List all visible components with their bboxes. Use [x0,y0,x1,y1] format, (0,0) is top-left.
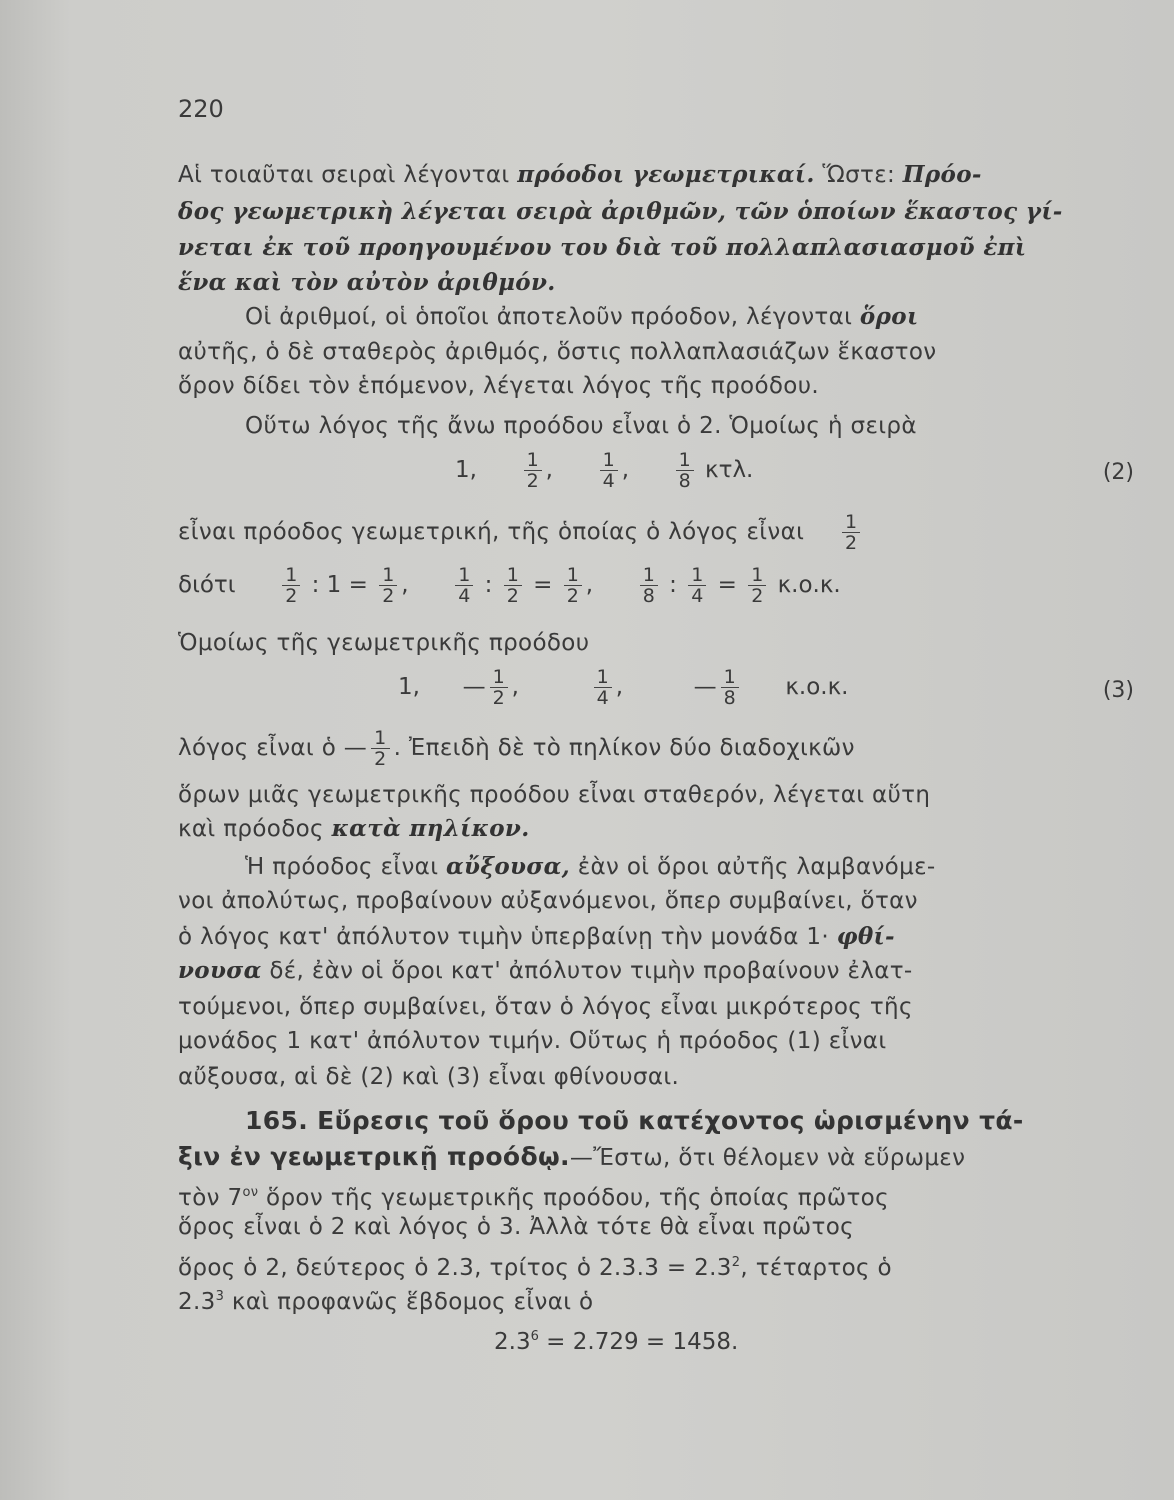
p1-line-3: νεται ἐκ τοῦ προηγουμένου του διὰ τοῦ πολλαπλασιασμοῦ ἐπὶ [178,234,1027,261]
p6-line-3 [178,814,1144,844]
fraction: $\frac{1}{4}$ [600,450,618,491]
text: Ὥστε: [814,162,903,188]
emphasis-term: ὅροι [859,303,919,330]
fraction: $\frac{1}{2}$ [371,728,389,769]
term: 1, [455,457,477,483]
fraction: $\frac{1}{8}$ [721,667,739,708]
s165-line-2 [178,1142,1144,1173]
page-number: 220 [178,95,224,123]
fraction: $\frac{1}{2}$ [564,565,582,606]
p6-line-1 [178,728,1144,769]
text: διότι [178,572,236,598]
text: εἶναι πρόοδος γεωμετρική, τῆς ὁποίας ὁ λόγος εἶναι [178,519,805,545]
emphasis-term: νουσα [178,957,262,984]
p7-line-1 [245,852,1144,882]
fraction: $\frac{1}{2}$ [504,565,522,606]
emphasis-term: κατὰ πηλίκον. [331,815,530,842]
p6-line-2: ὅρων μιᾶς γεωμετρικῆς προόδου εἶναι σταθερόν, λέγεται αὕτη [178,782,931,808]
text: κ.ο.κ. [785,674,849,700]
text: Οἱ ἀριθμοί, οἱ ὁποῖοι ἀποτελοῦν πρόοδον, λέγονται [245,304,860,330]
text: : [484,572,493,598]
p4-line-1 [178,512,1144,553]
p2-line-2: αὐτῆς, ὁ δὲ σταθερὸς ἀριθμός, ὅστις πολλαπλασιάζων ἕκαστον [178,339,937,365]
s165-line-5: ὅρος ὁ 2, δεύτερος ὁ 2.3, τρίτος ὁ $2.3.3 = 2.3^2$, τέταρτος ὁ [178,1255,892,1281]
p7-line-2: νοι ἀπολύτως, προβαίνουν αὐξανόμενοι, ὅπερ συμβαίνει, ὅταν [178,888,918,914]
p7-line-4 [178,956,1144,986]
p7-line-3 [178,922,1144,952]
p2-line-1 [245,302,1144,332]
final-equation: $2.3^6 = 2.729 = 1458$. [494,1329,739,1355]
text: —Ἔστω, ὅτι θέλομεν νὰ εὕρωμεν [569,1145,966,1171]
text: = [533,572,553,598]
fraction: $\frac{1}{2}$ [490,667,508,708]
p5-line-1: Ὁμοίως τῆς γεωμετρικῆς προόδου [178,630,590,656]
text: Ἡ πρόοδος εἶναι [245,854,446,880]
series-3: 1, — $\frac{1}{2}$ , $\frac{1}{4}$ , — $\frac{1}{8}$ κ.ο.κ. [398,666,849,709]
fraction: $\frac{1}{4}$ [688,565,706,606]
equation-number-3: (3) [1102,678,1134,703]
p7-line-5: τούμενοι, ὅπερ συμβαίνει, ὅταν ὁ λόγος εἶναι μικρότερος τῆς [178,994,913,1020]
text: : 1 = [311,572,368,598]
p1-line-4: ἕνα καὶ τὸν αὐτὸν ἀριθμόν. [178,269,556,296]
term: 1, [398,674,420,700]
s165-line-4: ὅρος εἶναι ὁ 2 καὶ λόγος ὁ 3. Ἀλλὰ τότε θὰ εἶναι πρῶτος [178,1214,854,1240]
section-165-heading: 165. Εὕρεσις τοῦ ὅρου τοῦ κατέχοντος ὡρισμένην τά- [245,1106,1024,1135]
emphasis-term: αὔξουσα, [446,853,571,880]
fraction: $\frac{1}{2}$ [842,512,860,553]
fraction: $\frac{1}{8}$ [676,450,694,491]
text: ὁ λόγος κατ' ἀπόλυτον τιμὴν ὑπερβαίνῃ τὴν μονάδα 1· [178,924,837,950]
emphasis-term: φθί- [836,923,895,950]
text: κ.ο.κ. [777,572,841,598]
p7-line-7: αὔξουσα, αἱ δὲ (2) καὶ (3) εἶναι φθίνουσαι. [178,1064,680,1090]
p1-line-2: δος γεωμετρικὴ λέγεται σειρὰ ἀριθμῶν, τῶν ὁποίων ἕκαστος γί- [178,198,1063,225]
text: . Ἐπειδὴ δὲ τὸ πηλίκον δύο διαδοχικῶν [393,735,855,761]
p2-line-3: ὅρον δίδει τὸν ἑπόμενον, λέγεται λόγος τῆς προόδου. [178,373,820,399]
fraction: $\frac{1}{4}$ [455,565,473,606]
p3-line-1: Οὕτω λόγος τῆς ἄνω προόδου εἶναι ὁ 2. Ὁμοίως ἡ σειρὰ [245,413,917,439]
p1-line-1 [178,160,1144,190]
p7-line-6: μονάδος 1 κατ' ἀπόλυτον τιμήν. Οὕτως ἡ πρόοδος (1) εἶναι [178,1028,887,1054]
emphasis-term: Πρόο- [902,161,982,188]
section-heading-text: ξιν ἐν γεωμετρικῇ προόδῳ. [178,1142,570,1171]
text: Αἱ τοιαῦται σειραὶ λέγονται [178,162,518,188]
fraction: $\frac{1}{2}$ [524,450,542,491]
text: καὶ πρόοδος [178,816,332,842]
text: ἐὰν οἱ ὅροι αὐτῆς λαμβανόμε- [570,854,936,880]
fraction: $\frac{1}{2}$ [282,565,300,606]
text: λόγος εἶναι ὁ — [178,735,368,761]
s165-line-6: $2.3^3$ καὶ προφανῶς ἕβδομος εἶναι ὁ [178,1289,594,1315]
text: δέ, ἐὰν οἱ ὅροι κατ' ἀπόλυτον τιμὴν προβαίνουν ἐλατ- [261,958,913,984]
text: : [669,572,677,598]
fraction: $\frac{1}{8}$ [640,565,658,606]
fraction: $\frac{1}{2}$ [379,565,397,606]
text: κτλ. [705,457,754,483]
s165-line-3: τὸν $7^{o\nu}$ ὅρον τῆς γεωμετρικῆς προόδου, τῆς ὁποίας πρῶτος [178,1185,889,1211]
series-2: 1, $\frac{1}{2}$ , $\frac{1}{4}$ , $\frac{1}{8}$ κτλ. [455,449,754,492]
fraction: $\frac{1}{2}$ [748,565,766,606]
fraction: $\frac{1}{4}$ [594,667,612,708]
emphasis-term: πρόοδοι γεωμετρικαί. [517,161,815,188]
dioti-line: διότι $\frac{1}{2}$ : 1 = $\frac{1}{2}$ , $\frac{1}{4}$ : $\frac{1}{2}$ = $\frac{1}{2}$ , $\frac{1}{8}$ : $\frac{1}{4}$ = $\frac{1}{2}$ κ.ο.κ. [178,564,841,607]
equation-number-2: (2) [1102,460,1134,485]
text: = [717,572,737,598]
